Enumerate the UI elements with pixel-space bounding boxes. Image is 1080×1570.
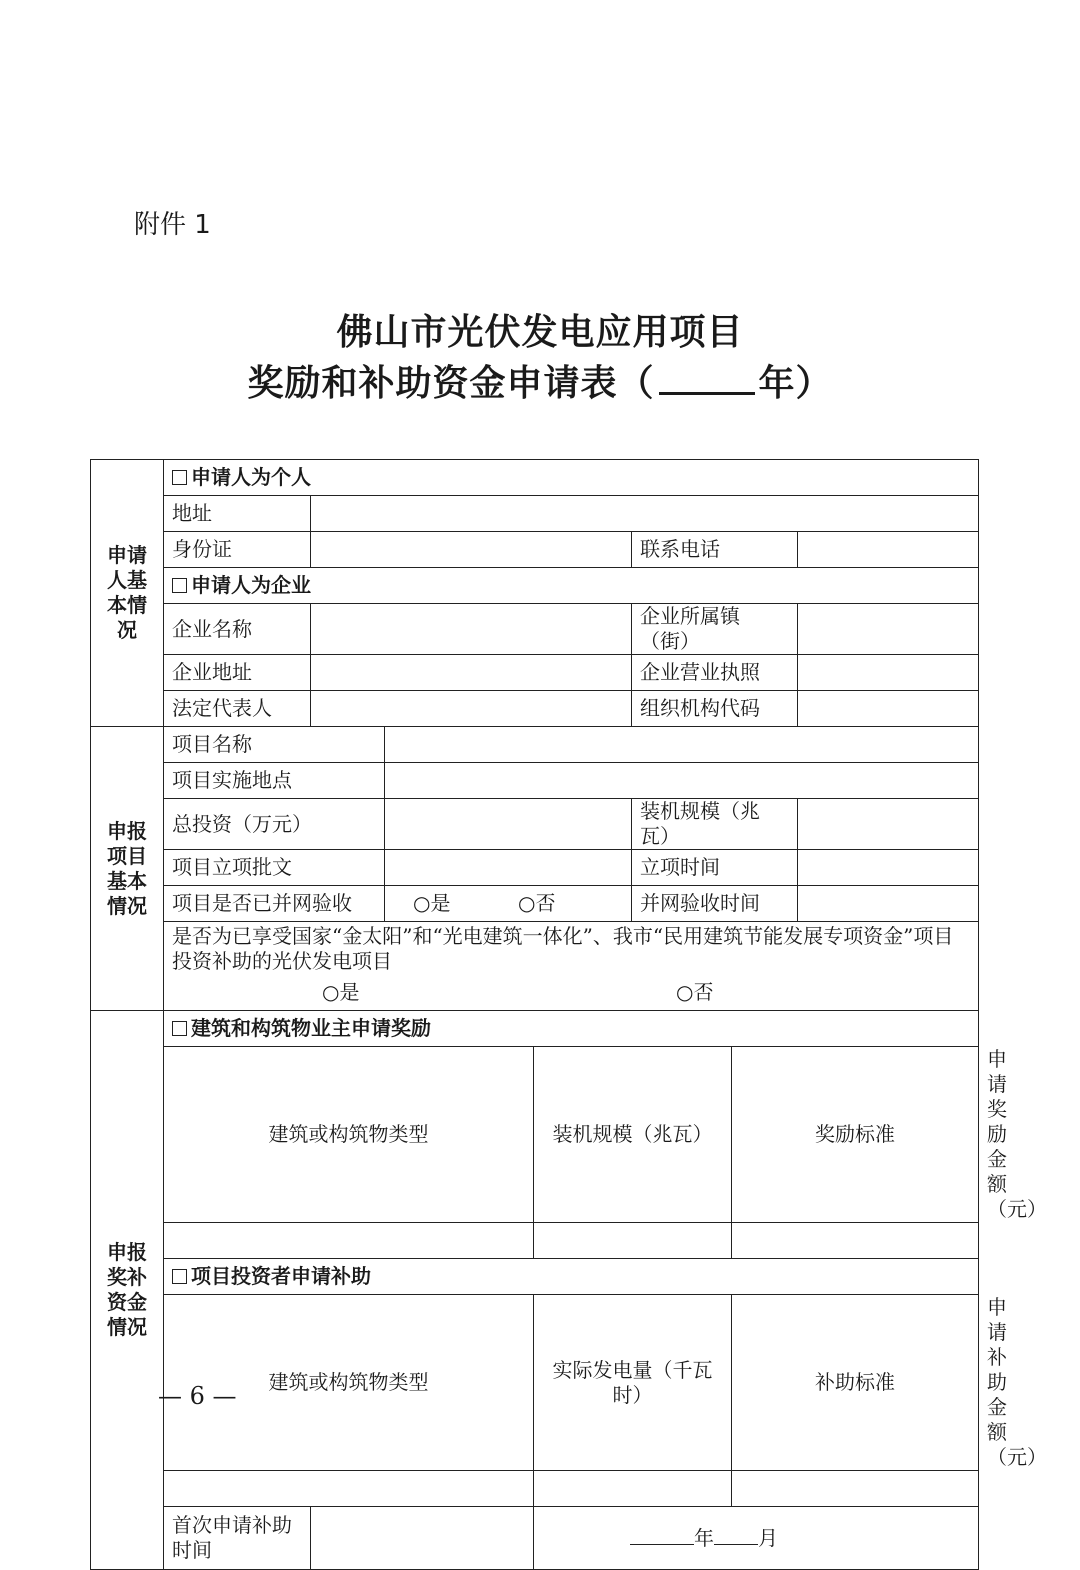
phone-field[interactable] (798, 532, 979, 568)
capacity-field[interactable] (798, 799, 979, 850)
project-location-label: 项目实施地点 (164, 763, 385, 799)
enterprise-name-label: 企业名称 (164, 604, 311, 655)
section-funding-label: 申报奖补资金情况 (91, 1011, 164, 1570)
enterprise-town-label: 企业所属镇（街） (632, 604, 798, 655)
grid-time-label: 并网验收时间 (632, 886, 798, 922)
project-name-field[interactable] (385, 727, 979, 763)
approval-doc-label: 项目立项批文 (164, 850, 385, 886)
owner-building-type-cell[interactable] (164, 1223, 534, 1259)
approval-time-field[interactable] (798, 850, 979, 886)
reward-standard-header: 奖励标准 (732, 1047, 979, 1223)
grid-yes-radio[interactable]: ○是 (413, 891, 451, 915)
actual-generation-header: 实际发电量（千瓦时） (534, 1295, 732, 1471)
form-title-line2: 奖励和补助资金申请表（ 年） (247, 363, 833, 404)
checkbox-icon[interactable] (172, 578, 187, 593)
address-field[interactable] (311, 496, 979, 532)
year-underline[interactable] (630, 1526, 694, 1545)
first-application-time-blank[interactable] (311, 1507, 534, 1570)
capacity-label: 装机规模（兆瓦） (632, 799, 798, 850)
month-underline[interactable] (714, 1526, 758, 1545)
prior-subsidy-text: 是否为已享受国家“金太阳”和“光电建筑一体化”、我市“民用建筑节能发展专项资金”项目投资补助的光伏发电项目 (172, 924, 954, 973)
grid-accepted-label: 项目是否已并网验收 (164, 886, 385, 922)
enterprise-name-field[interactable] (311, 604, 632, 655)
approval-doc-field[interactable] (385, 850, 632, 886)
section-project-label: 申报项目基本情况 (91, 727, 164, 1011)
checkbox-icon[interactable] (172, 470, 187, 485)
first-application-time-label: 首次申请补助时间 (164, 1507, 311, 1570)
total-investment-field[interactable] (385, 799, 632, 850)
legal-rep-label: 法定代表人 (164, 691, 311, 727)
phone-label: 联系电话 (632, 532, 798, 568)
section-applicant-label: 申请人基本情况 (91, 460, 164, 727)
enterprise-applicant-option[interactable]: 申请人为企业 (164, 568, 979, 604)
org-code-label: 组织机构代码 (632, 691, 798, 727)
enterprise-address-field[interactable] (311, 655, 632, 691)
approval-time-label: 立项时间 (632, 850, 798, 886)
reward-standard-cell[interactable] (732, 1223, 979, 1259)
subsidy-standard-cell[interactable] (732, 1471, 979, 1507)
form-title-line1: 佛山市光伏发电应用项目 (336, 312, 744, 353)
investor-building-type-cell[interactable] (164, 1471, 534, 1507)
attachment-label: 附件 1 (134, 210, 211, 240)
owner-capacity-cell[interactable] (534, 1223, 732, 1259)
actual-generation-cell[interactable] (534, 1471, 732, 1507)
prior-subsidy-question (164, 922, 979, 1011)
checkbox-icon[interactable] (172, 1021, 187, 1036)
id-card-field[interactable] (311, 532, 632, 568)
year-blank[interactable] (659, 362, 755, 395)
id-card-label: 身份证 (164, 532, 311, 568)
org-code-field[interactable] (798, 691, 979, 727)
grid-no-radio[interactable]: ○否 (518, 891, 556, 915)
grid-time-field[interactable] (798, 886, 979, 922)
total-investment-label: 总投资（万元） (164, 799, 385, 850)
owner-reward-option[interactable]: 建筑和构筑物业主申请奖励 (164, 1011, 979, 1047)
first-application-date-field[interactable]: 年 月 (534, 1507, 979, 1570)
prior-subsidy-yes-radio[interactable]: ○是 (322, 980, 360, 1004)
prior-subsidy-no-radio[interactable]: ○否 (676, 980, 714, 1004)
owner-capacity-header: 装机规模（兆瓦） (534, 1047, 732, 1223)
address-label: 地址 (164, 496, 311, 532)
subsidy-standard-header: 补助标准 (732, 1295, 979, 1471)
page-number: — 6 — (158, 1382, 237, 1410)
owner-building-type-header: 建筑或构筑物类型 (164, 1047, 534, 1223)
project-location-field[interactable] (385, 763, 979, 799)
grid-accepted-options (385, 886, 632, 922)
project-name-label: 项目名称 (164, 727, 385, 763)
application-form-table: 申请人基本情况 申请人为个人 地址 身份证 联系电话 申请人为企业 企业名称 企业所属镇（街） 企业地址 企业营业执照 法定代表人 组织机构代码 申报项目基本情况 项目名称 项目实施地点 总投资（万元） 装机规模（兆瓦） 项目立项批文 立项时间 项目是否已并网验收 ○是 ○否 并网验收时间 是否为已享受国家“金太阳”和“光电建筑一体化”、我市“民用建筑节能发展专项资金”项目投资补助的光伏发电项目 ○是 ○否 申报奖补资金情况 建筑和构筑物业主申请奖励 建筑或构筑物类型 装机规模（兆瓦） 奖励标准 申请奖励金额（元） 项目投资者申请补助 建筑或构筑物类型 实际发电量（千瓦时） 补助标准 申请补助金额（元） 首次申请补助时间 年 月 (90, 459, 979, 1570)
business-license-field[interactable] (798, 655, 979, 691)
checkbox-icon[interactable] (172, 1269, 187, 1284)
enterprise-address-label: 企业地址 (164, 655, 311, 691)
investor-building-type-header: 建筑或构筑物类型 (164, 1295, 534, 1471)
individual-applicant-option[interactable]: 申请人为个人 (164, 460, 979, 496)
investor-subsidy-option[interactable]: 项目投资者申请补助 (164, 1259, 979, 1295)
enterprise-town-field[interactable] (798, 604, 979, 655)
business-license-label: 企业营业执照 (632, 655, 798, 691)
legal-rep-field[interactable] (311, 691, 632, 727)
